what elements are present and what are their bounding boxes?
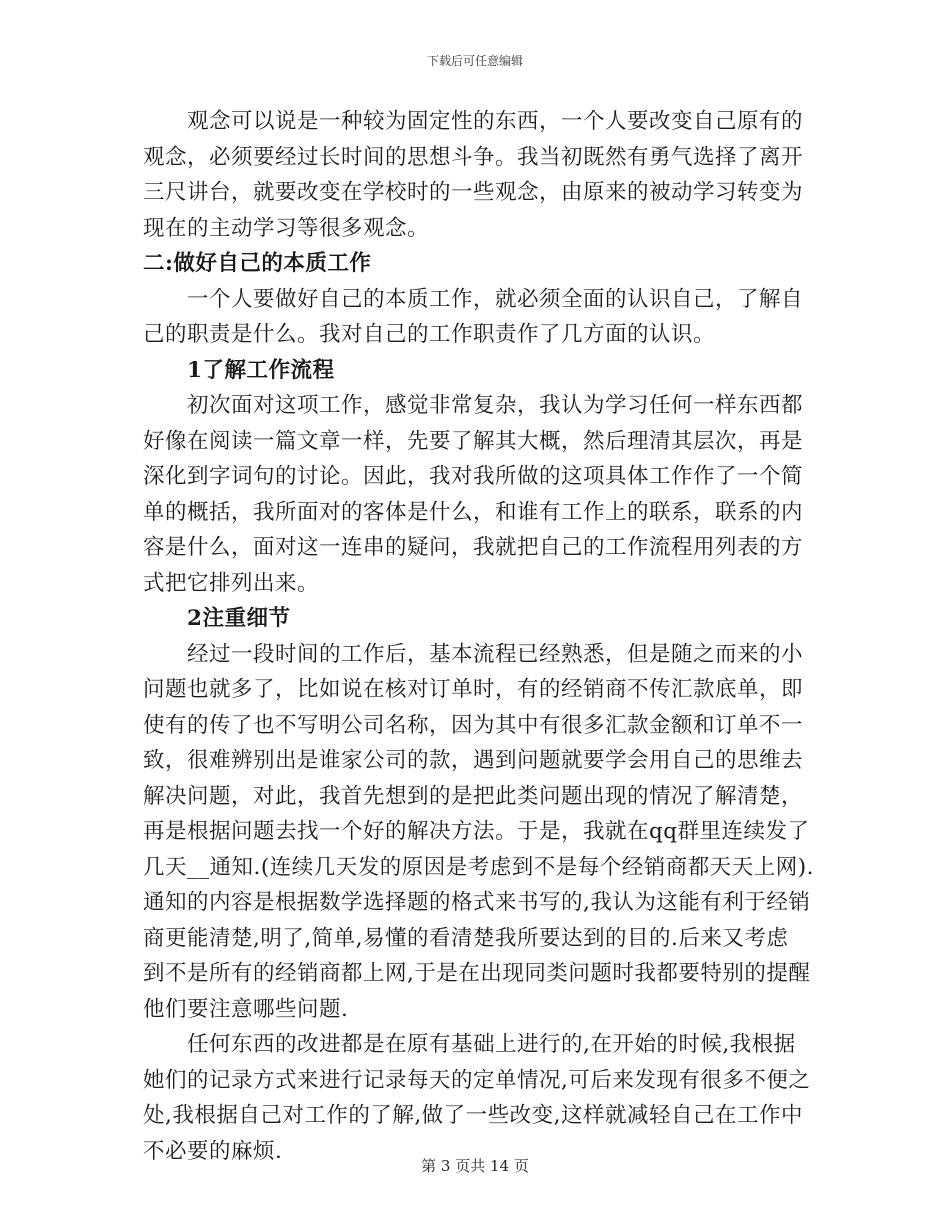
paragraph-line: 己的职责是什么。我对自己的工作职责作了几方面的认识。 bbox=[143, 322, 716, 347]
paragraph-line: 使有的传了也不写明公司名称，因为其中有很多汇款金额和订单不一 bbox=[143, 712, 804, 738]
paragraph-line: 不必要的麻烦. bbox=[143, 1138, 283, 1164]
page-header: 下载后可任意编辑 bbox=[426, 54, 523, 68]
paragraph-line: 任何东西的改进都是在原有基础上进行的,在开始的时候,我根据 bbox=[187, 1032, 796, 1057]
paragraph-line: 现在的主动学习等很多观念。 bbox=[143, 215, 430, 241]
paragraph-line: 几天__通知.(连续几天发的原因是考虑到不是每个经销商都天天上网). bbox=[143, 854, 814, 880]
paragraph-line: 观念，必须要经过长时间的思想斗争。我当初既然有勇气选择了离开 bbox=[143, 144, 804, 170]
paragraph-line: 单的概括，我所面对的客体是什么，和谁有工作上的联系，联系的内 bbox=[143, 499, 804, 525]
paragraph-line: 致，很难辨别出是谁家公司的款，遇到问题就要学会用自己的思维去 bbox=[143, 748, 804, 773]
paragraph-line: 她们的记录方式来进行记录每天的定单情况,可后来发现有很多不便之 bbox=[143, 1067, 811, 1093]
paragraph-line: 他们要注意哪些问题. bbox=[143, 996, 349, 1022]
page-footer: 第 3 页共 14 页 bbox=[421, 1157, 529, 1175]
paragraph-line: 再是根据问题去找一个好的解决方法。于是，我就在qq群里连续发了 bbox=[143, 819, 810, 844]
section-heading: 二:做好自己的本质工作 bbox=[143, 251, 372, 276]
paragraph-line: 式把它排列出来。 bbox=[143, 570, 320, 596]
paragraph-line: 好像在阅读一篇文章一样，先要了解其大概，然后理清其层次，再是 bbox=[143, 428, 804, 454]
paragraph-line: 解决问题，对此，我首先想到的是把此类问题出现的情况了解清楚， bbox=[143, 783, 804, 809]
paragraph-line: 通知的内容是根据数学选择题的格式来书写的,我认为这能有利于经销 bbox=[143, 890, 811, 915]
section-heading: 1了解工作流程 bbox=[187, 357, 335, 383]
paragraph-line: 观念可以说是一种较为固定性的东西，一个人要改变自己原有的 bbox=[187, 109, 804, 134]
paragraph-line: 问题也就多了，比如说在核对订单时，有的经销商不传汇款底单，即 bbox=[143, 677, 804, 702]
section-heading: 2注重细节 bbox=[187, 606, 291, 631]
paragraph-line: 三尺讲台，就要改变在学校时的一些观念，由原来的被动学习转变为 bbox=[143, 180, 804, 205]
paragraph-line: 深化到字词句的讨论。因此，我对我所做的这项具体工作作了一个简 bbox=[143, 464, 804, 489]
paragraph-line: 处,我根据自己对工作的了解,做了一些改变,这样就减轻自己在工作中 bbox=[143, 1103, 804, 1128]
paragraph-line: 经过一段时间的工作后，基本流程已经熟悉，但是随之而来的小 bbox=[187, 641, 804, 667]
paragraph-line: 到不是所有的经销商都上网,于是在出现同类问题时我都要特别的提醒 bbox=[143, 961, 811, 986]
paragraph-line: 商更能清楚,明了,简单,易懂的看清楚我所要达到的目的.后来又考虑 bbox=[143, 925, 789, 951]
paragraph-line: 一个人要做好自己的本质工作，就必须全面的认识自己，了解自 bbox=[187, 286, 804, 312]
paragraph-line: 容是什么，面对这一连串的疑问，我就把自己的工作流程用列表的方 bbox=[143, 535, 804, 560]
document-body bbox=[143, 104, 815, 1169]
paragraph-line: 初次面对这项工作，感觉非常复杂，我认为学习任何一样东西都 bbox=[187, 393, 804, 418]
